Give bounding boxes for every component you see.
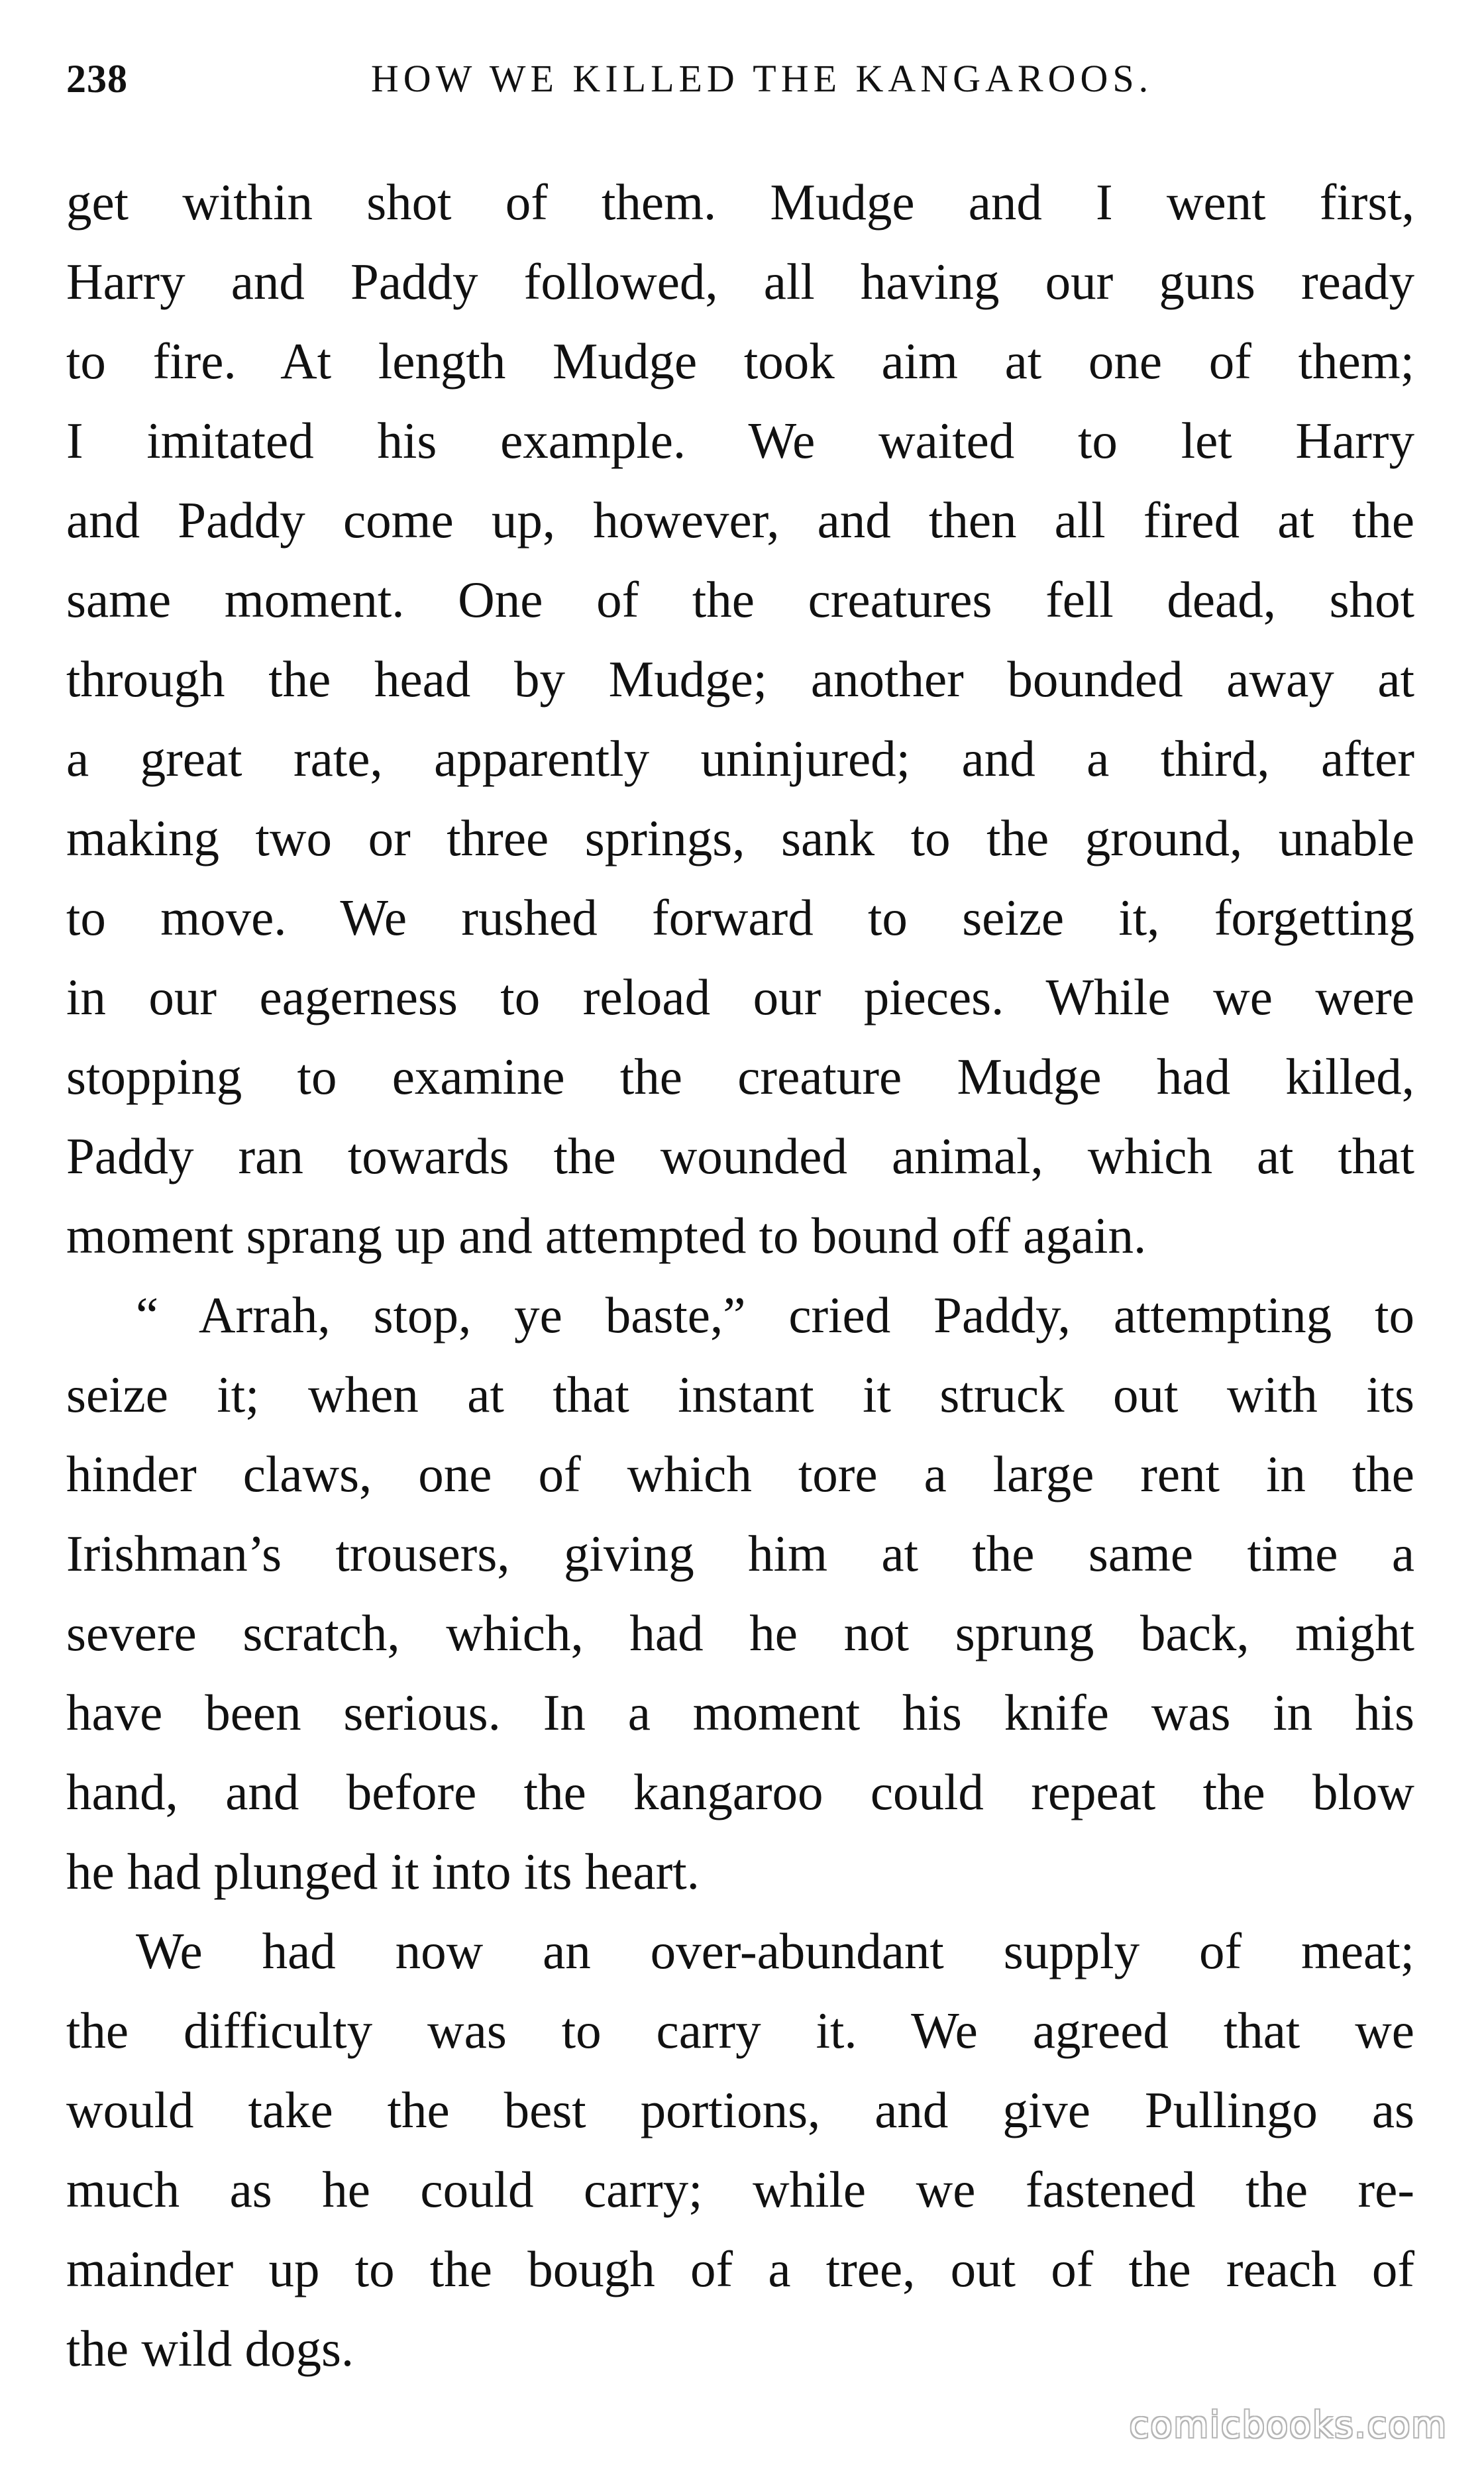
text-line: Harry and Paddy followed, all having our guns ready	[66, 253, 1414, 310]
text-line: We had now an over-abundant supply of meat;	[136, 1922, 1414, 1979]
text-line: hinder claws, one of which tore a large rent in the	[66, 1446, 1414, 1502]
text-line: to fire. At length Mudge took aim at one of them;	[66, 333, 1414, 390]
paragraph-1	[66, 162, 1414, 1275]
text-line: in our eagerness to reload our pieces. While we were	[66, 969, 1414, 1025]
text-line: get within shot of them. Mudge and I went first,	[66, 174, 1414, 231]
text-line: stopping to examine the creature Mudge had killed,	[66, 1048, 1414, 1105]
text-line: Paddy ran towards the wounded animal, which at that	[66, 1128, 1414, 1184]
paragraph-3	[66, 1911, 1414, 2388]
text-line: and Paddy come up, however, and then all fired at the	[66, 492, 1414, 549]
text-line: seize it; when at that instant it struck out with its	[66, 1366, 1414, 1423]
text-line: Irishman’s trousers, giving him at the same time a	[66, 1525, 1414, 1582]
text-line: would take the best portions, and give Pullingo as	[66, 2081, 1414, 2138]
running-title: HOW WE KILLED THE KANGAROOS.	[370, 57, 1153, 100]
text-line: severe scratch, which, had he not sprung back, might	[66, 1604, 1414, 1661]
text-line: making two or three springs, sank to the ground, unable	[66, 810, 1414, 867]
text-line: the difficulty was to carry it. We agreed that we	[66, 2002, 1414, 2059]
body-text	[66, 162, 1414, 2388]
text-line: much as he could carry; while we fastened the re-	[66, 2161, 1414, 2218]
text-line: a great rate, apparently uninjured; and a third, after	[66, 730, 1414, 787]
text-line: moment sprang up and attempted to bound off again.	[66, 1207, 1147, 1264]
watermark: comicbooks.com	[1129, 2404, 1448, 2446]
text-line: same moment. One of the creatures fell dead, shot	[66, 571, 1414, 628]
text-line: mainder up to the bough of a tree, out of the reach of	[66, 2240, 1414, 2297]
text-line: to move. We rushed forward to seize it, forgetting	[66, 889, 1414, 946]
text-line: hand, and before the kangaroo could repeat the blow	[66, 1763, 1414, 1820]
text-line: the wild dogs.	[66, 2320, 354, 2377]
page-number: 238	[66, 57, 128, 101]
page-header	[66, 56, 1418, 116]
paragraph-2	[66, 1275, 1414, 1911]
text-line: “ Arrah, stop, ye baste,” cried Paddy, attempting to	[136, 1287, 1414, 1343]
text-line: through the head by Mudge; another bounded away at	[66, 651, 1414, 708]
text-line: he had plunged it into its heart.	[66, 1843, 700, 1900]
text-line: I imitated his example. We waited to let Harry	[66, 412, 1414, 469]
text-line: have been serious. In a moment his knife was in his	[66, 1684, 1414, 1741]
